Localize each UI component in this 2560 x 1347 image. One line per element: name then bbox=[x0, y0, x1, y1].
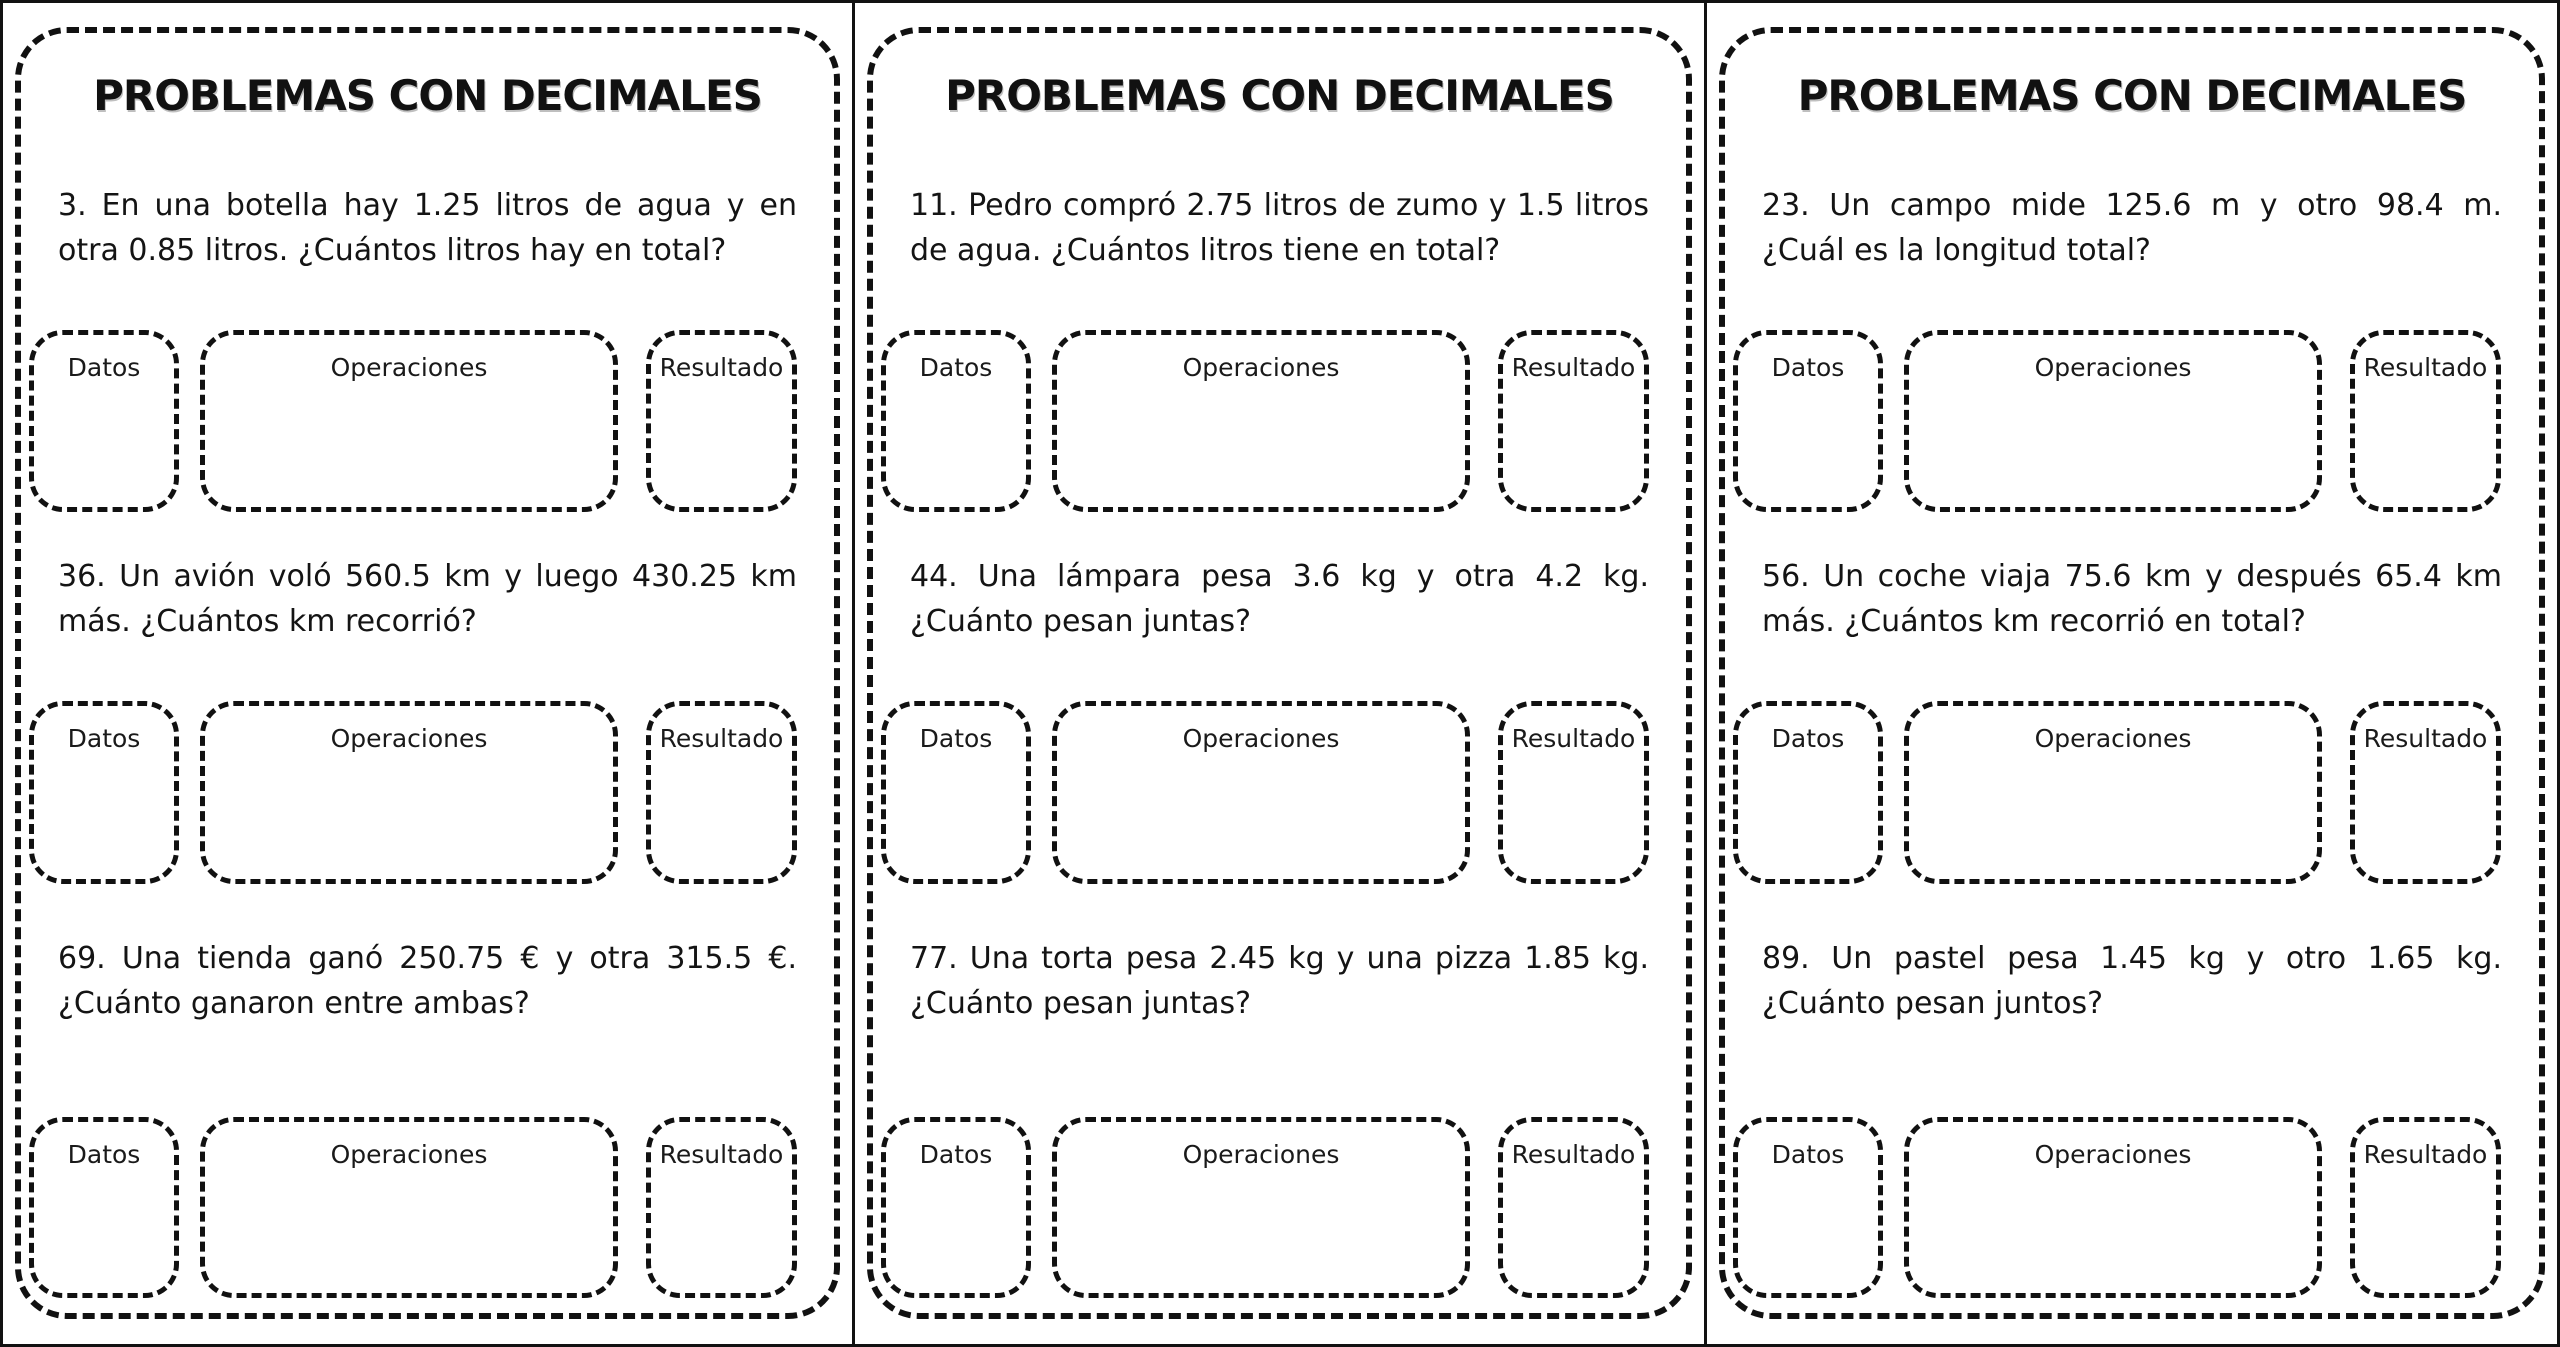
resultado-label: Resultado bbox=[659, 724, 784, 753]
resultado-box[interactable] bbox=[646, 330, 797, 512]
resultado-box[interactable] bbox=[2350, 701, 2501, 884]
problem-text: 3. En una botella hay 1.25 litros de agua y en otra 0.85 litros. ¿Cuántos litros hay en total? bbox=[58, 188, 797, 268]
operaciones-label: Operaciones bbox=[1182, 724, 1340, 753]
operaciones-box[interactable] bbox=[1052, 701, 1470, 884]
operaciones-box[interactable] bbox=[1052, 330, 1470, 512]
operaciones-label: Operaciones bbox=[2034, 353, 2192, 382]
resultado-box[interactable] bbox=[1498, 1117, 1649, 1298]
resultado-box[interactable] bbox=[2350, 1117, 2501, 1298]
datos-label: Datos bbox=[1771, 353, 1845, 382]
resultado-box[interactable] bbox=[646, 1117, 797, 1298]
operaciones-label: Operaciones bbox=[330, 353, 488, 382]
operaciones-label: Operaciones bbox=[2034, 1140, 2192, 1169]
operaciones-box[interactable] bbox=[200, 701, 618, 884]
datos-label: Datos bbox=[919, 724, 993, 753]
operaciones-box[interactable] bbox=[1904, 1117, 2322, 1298]
datos-box[interactable] bbox=[29, 701, 179, 884]
datos-box[interactable] bbox=[1733, 701, 1883, 884]
resultado-box[interactable] bbox=[1498, 330, 1649, 512]
operaciones-label: Operaciones bbox=[2034, 724, 2192, 753]
problem-text: 69. Una tienda ganó 250.75 € y otra 315.5 €. ¿Cuánto ganaron entre ambas? bbox=[58, 941, 797, 1021]
worksheet-column-2 bbox=[852, 0, 1707, 1347]
problem-text: 23. Un campo mide 125.6 m y otro 98.4 m. ¿Cuál es la longitud total? bbox=[1762, 188, 2502, 268]
resultado-label: Resultado bbox=[1511, 353, 1636, 382]
datos-label: Datos bbox=[919, 353, 993, 382]
resultado-label: Resultado bbox=[2363, 353, 2488, 382]
operaciones-label: Operaciones bbox=[330, 724, 488, 753]
datos-box[interactable] bbox=[1733, 330, 1883, 512]
resultado-label: Resultado bbox=[659, 353, 784, 382]
worksheet-title: PROBLEMAS CON DECIMALES bbox=[93, 71, 762, 120]
datos-box[interactable] bbox=[29, 1117, 179, 1298]
problem-text: 77. Una torta pesa 2.45 kg y una pizza 1.85 kg. ¿Cuánto pesan juntas? bbox=[910, 941, 1649, 1021]
datos-label: Datos bbox=[67, 1140, 141, 1169]
datos-box[interactable] bbox=[1733, 1117, 1883, 1298]
problem-text: 89. Un pastel pesa 1.45 kg y otro 1.65 kg. ¿Cuánto pesan juntos? bbox=[1762, 941, 2502, 1021]
operaciones-box[interactable] bbox=[200, 330, 618, 512]
worksheet-title: PROBLEMAS CON DECIMALES bbox=[945, 71, 1614, 120]
datos-label: Datos bbox=[1771, 724, 1845, 753]
resultado-label: Resultado bbox=[2363, 1140, 2488, 1169]
datos-box[interactable] bbox=[29, 330, 179, 512]
resultado-label: Resultado bbox=[1511, 1140, 1636, 1169]
datos-box[interactable] bbox=[881, 1117, 1031, 1298]
worksheet-column-3 bbox=[1704, 0, 2560, 1347]
worksheet-column-1 bbox=[0, 0, 855, 1347]
problem-text: 36. Un avión voló 560.5 km y luego 430.25 km más. ¿Cuántos km recorrió? bbox=[58, 559, 797, 639]
operaciones-box[interactable] bbox=[1052, 1117, 1470, 1298]
resultado-label: Resultado bbox=[2363, 724, 2488, 753]
worksheet-title: PROBLEMAS CON DECIMALES bbox=[1797, 71, 2467, 120]
operaciones-label: Operaciones bbox=[330, 1140, 488, 1169]
datos-box[interactable] bbox=[881, 330, 1031, 512]
resultado-label: Resultado bbox=[659, 1140, 784, 1169]
datos-label: Datos bbox=[919, 1140, 993, 1169]
datos-label: Datos bbox=[67, 353, 141, 382]
problem-text: 11. Pedro compró 2.75 litros de zumo y 1.5 litros de agua. ¿Cuántos litros tiene en total? bbox=[910, 188, 1649, 268]
datos-label: Datos bbox=[1771, 1140, 1845, 1169]
operaciones-label: Operaciones bbox=[1182, 1140, 1340, 1169]
operaciones-box[interactable] bbox=[1904, 701, 2322, 884]
problem-text: 44. Una lámpara pesa 3.6 kg y otra 4.2 kg. ¿Cuánto pesan juntas? bbox=[910, 559, 1649, 639]
operaciones-label: Operaciones bbox=[1182, 353, 1340, 382]
resultado-label: Resultado bbox=[1511, 724, 1636, 753]
datos-box[interactable] bbox=[881, 701, 1031, 884]
problem-text: 56. Un coche viaja 75.6 km y después 65.4 km más. ¿Cuántos km recorrió en total? bbox=[1762, 559, 2502, 639]
operaciones-box[interactable] bbox=[200, 1117, 618, 1298]
resultado-box[interactable] bbox=[646, 701, 797, 884]
datos-label: Datos bbox=[67, 724, 141, 753]
resultado-box[interactable] bbox=[2350, 330, 2501, 512]
resultado-box[interactable] bbox=[1498, 701, 1649, 884]
operaciones-box[interactable] bbox=[1904, 330, 2322, 512]
